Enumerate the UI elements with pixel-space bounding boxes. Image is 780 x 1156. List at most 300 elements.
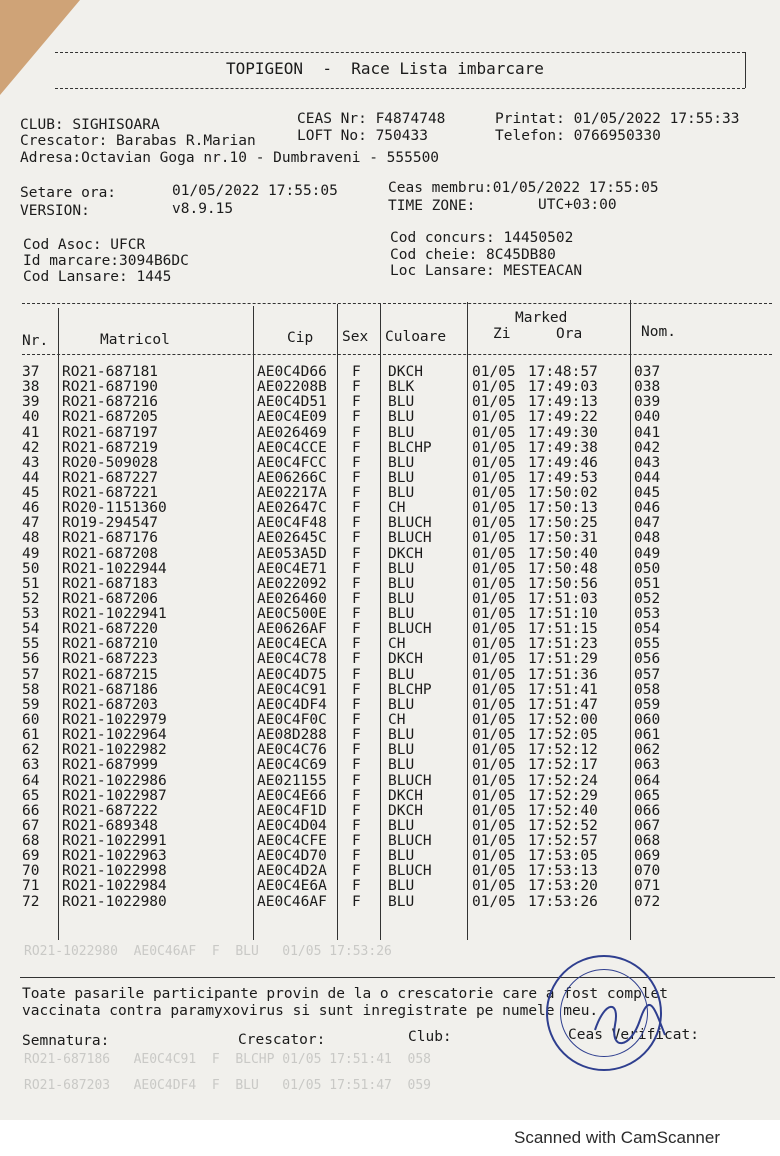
row-ora: 17:53:13 (528, 863, 598, 880)
row-culoare: BLU (388, 727, 415, 744)
row-ora: 17:53:05 (528, 848, 598, 865)
row-culoare: DKCH (388, 651, 423, 668)
row-cip: AE02645C (257, 530, 327, 547)
row-ora: 17:52:24 (528, 772, 598, 789)
row-cip: AE08D288 (257, 727, 327, 744)
column-divider (58, 308, 59, 940)
member-clock-time: Ceas membru:01/05/2022 17:55:05 (388, 180, 659, 196)
row-ora: 17:50:02 (528, 485, 598, 502)
row-nom: 069 (634, 848, 661, 865)
row-cip: AE0C4D66 (257, 364, 327, 380)
row-nr: 37 (22, 364, 40, 380)
row-sex: F (352, 575, 361, 592)
row-culoare: CH (388, 711, 406, 728)
document-title: TOPIGEON - Race Lista imbarcare (226, 59, 544, 78)
row-cip: AE02208B (257, 379, 327, 396)
row-sex: F (352, 364, 361, 380)
row-cip: AE0C4F48 (257, 515, 327, 532)
row-zi: 01/05 (472, 621, 516, 638)
row-zi: 01/05 (472, 727, 516, 744)
row-cip: AE0C4CFE (257, 833, 327, 850)
row-zi: 01/05 (472, 863, 516, 880)
row-matricol: RO21-687203 (62, 696, 159, 713)
row-zi: 01/05 (472, 515, 516, 532)
row-culoare: BLU (388, 560, 415, 577)
row-nr: 44 (22, 469, 40, 486)
row-ora: 17:53:26 (528, 893, 598, 910)
scanner-watermark-bar (0, 1120, 780, 1156)
row-sex: F (352, 530, 361, 547)
row-sex: F (352, 696, 361, 713)
row-sex: F (352, 590, 361, 607)
row-matricol: RO21-1022979 (62, 711, 167, 728)
row-sex: F (352, 727, 361, 744)
set-time-label: Setare ora: (20, 185, 117, 201)
row-sex: F (352, 515, 361, 532)
row-ora: 17:51:03 (528, 590, 598, 607)
release-location: Loc Lansare: MESTEACAN (390, 263, 583, 279)
row-cip: AE0626AF (257, 621, 327, 638)
declaration-line-1: Toate pasarile participante provin de la o crescatorie care a fost complet (22, 986, 669, 1002)
row-sex: F (352, 409, 361, 426)
row-nom: 053 (634, 606, 661, 623)
breeder-name: Crescator: Barabas R.Marian (20, 133, 256, 149)
row-zi: 01/05 (472, 439, 516, 456)
row-nom: 051 (634, 575, 661, 592)
row-sex: F (352, 424, 361, 441)
row-cip: AE0C4F0C (257, 711, 327, 728)
row-nom: 064 (634, 772, 661, 789)
row-matricol: RO21-687219 (62, 439, 159, 456)
row-nom: 042 (634, 439, 661, 456)
row-matricol: RO21-1022963 (62, 848, 167, 865)
row-zi: 01/05 (472, 500, 516, 517)
row-nr: 39 (22, 394, 40, 411)
row-zi: 01/05 (472, 802, 516, 819)
row-ora: 17:52:40 (528, 802, 598, 819)
row-matricol: RO21-687208 (62, 545, 159, 562)
row-zi: 01/05 (472, 409, 516, 426)
row-ora: 17:52:57 (528, 833, 598, 850)
row-matricol: RO19-294547 (62, 515, 159, 532)
row-sex: F (352, 787, 361, 804)
header-cip: Cip (287, 330, 314, 346)
row-zi: 01/05 (472, 590, 516, 607)
row-zi: 01/05 (472, 469, 516, 486)
row-matricol: RO21-1022964 (62, 727, 167, 744)
row-sex: F (352, 681, 361, 698)
row-ora: 17:49:38 (528, 439, 598, 456)
row-zi: 01/05 (472, 575, 516, 592)
row-matricol: RO21-687176 (62, 530, 159, 547)
row-sex: F (352, 439, 361, 456)
row-cip: AE0C4D2A (257, 863, 327, 880)
row-zi: 01/05 (472, 379, 516, 396)
row-cip: AE0C4D04 (257, 817, 327, 834)
row-nr: 40 (22, 409, 40, 426)
row-nr: 64 (22, 772, 40, 789)
scanner-watermark: Scanned with CamScanner (514, 1128, 721, 1147)
row-cip: AE0C4ECA (257, 636, 327, 653)
row-nr: 68 (22, 833, 40, 850)
title-box-edge (745, 52, 746, 88)
row-matricol: RO21-687221 (62, 485, 159, 502)
row-matricol: RO21-1022991 (62, 833, 167, 850)
row-zi: 01/05 (472, 530, 516, 547)
row-cip: AE0C4D51 (257, 394, 327, 411)
row-sex: F (352, 666, 361, 683)
row-ora: 17:51:36 (528, 666, 598, 683)
row-zi: 01/05 (472, 364, 516, 380)
row-sex: F (352, 863, 361, 880)
header-nom: Nom. (641, 324, 676, 340)
row-sex: F (352, 454, 361, 471)
row-sex: F (352, 742, 361, 759)
row-ora: 17:51:41 (528, 681, 598, 698)
row-cip: AE026469 (257, 424, 327, 441)
row-culoare: BLU (388, 575, 415, 592)
row-ora: 17:51:23 (528, 636, 598, 653)
row-matricol: RO21-1022941 (62, 606, 167, 623)
row-zi: 01/05 (472, 394, 516, 411)
row-matricol: RO21-689348 (62, 817, 159, 834)
row-nom: 048 (634, 530, 661, 547)
row-matricol: RO21-687190 (62, 379, 159, 396)
row-matricol: RO20-1151360 (62, 500, 167, 517)
row-culoare: BLCHP (388, 439, 432, 456)
row-ora: 17:50:56 (528, 575, 598, 592)
row-ora: 17:50:48 (528, 560, 598, 577)
row-culoare: BLU (388, 696, 415, 713)
row-nr: 71 (22, 878, 40, 895)
version-value: v8.9.15 (172, 201, 234, 217)
row-nr: 59 (22, 696, 40, 713)
loft-number: LOFT No: 750433 (297, 128, 428, 144)
row-ora: 17:49:53 (528, 469, 598, 486)
row-matricol: RO21-1022944 (62, 560, 167, 577)
club-signature-label: Club: (408, 1029, 452, 1045)
row-sex: F (352, 833, 361, 850)
row-cip: AE0C500E (257, 606, 327, 623)
row-culoare: CH (388, 636, 406, 653)
row-nr: 43 (22, 454, 40, 471)
row-nr: 72 (22, 893, 40, 910)
row-culoare: CH (388, 500, 406, 517)
row-zi: 01/05 (472, 681, 516, 698)
row-matricol: RO21-687205 (62, 409, 159, 426)
row-ora: 17:51:10 (528, 606, 598, 623)
header-matricol: Matricol (100, 332, 170, 348)
row-sex: F (352, 545, 361, 562)
row-culoare: BLUCH (388, 833, 432, 850)
row-cip: AE02647C (257, 500, 327, 517)
column-divider (337, 304, 338, 940)
row-culoare: BLU (388, 848, 415, 865)
row-ora: 17:52:52 (528, 817, 598, 834)
row-nom: 065 (634, 787, 661, 804)
row-culoare: DKCH (388, 802, 423, 819)
row-cip: AE0C4C91 (257, 681, 327, 698)
breeder-signature-label: Crescator: (238, 1032, 326, 1048)
row-nom: 040 (634, 409, 661, 426)
row-zi: 01/05 (472, 848, 516, 865)
row-ora: 17:52:12 (528, 742, 598, 759)
column-divider (630, 300, 631, 940)
row-matricol: RO21-687220 (62, 621, 159, 638)
row-nom: 072 (634, 893, 661, 910)
declaration-rule (20, 977, 775, 978)
row-nr: 53 (22, 606, 40, 623)
row-nr: 52 (22, 590, 40, 607)
row-zi: 01/05 (472, 485, 516, 502)
row-ora: 17:50:40 (528, 545, 598, 562)
row-sex: F (352, 802, 361, 819)
row-zi: 01/05 (472, 787, 516, 804)
time-zone-value: UTC+03:00 (538, 197, 617, 213)
breeder-address: Adresa:Octavian Goga nr.10 - Dumbraveni - 555500 (20, 150, 440, 166)
row-zi: 01/05 (472, 757, 516, 774)
row-matricol: RO21-1022986 (62, 772, 167, 789)
row-cip: AE0C46AF (257, 893, 327, 910)
row-zi: 01/05 (472, 696, 516, 713)
row-nom: 054 (634, 621, 661, 638)
row-nom: 071 (634, 878, 661, 895)
row-culoare: BLCHP (388, 681, 432, 698)
bleed-through-text: RO21-687186 AE0C4C91 F BLCHP 01/05 17:51:41 058 (24, 1052, 431, 1067)
row-sex: F (352, 485, 361, 502)
version-label: VERSION: (20, 203, 90, 219)
row-nr: 38 (22, 379, 40, 396)
row-nr: 54 (22, 621, 40, 638)
row-cip: AE0C4D70 (257, 848, 327, 865)
row-matricol: RO21-687181 (62, 364, 159, 380)
row-nom: 059 (634, 696, 661, 713)
row-matricol: RO21-687186 (62, 681, 159, 698)
row-nr: 42 (22, 439, 40, 456)
row-nom: 067 (634, 817, 661, 834)
table-header-rule (22, 354, 772, 355)
row-matricol: RO21-687223 (62, 651, 159, 668)
row-matricol: RO21-687215 (62, 666, 159, 683)
marking-id: Id marcare:3094B6DC (23, 253, 189, 269)
row-cip: AE0C4CCE (257, 439, 327, 456)
row-culoare: BLU (388, 469, 415, 486)
row-culoare: BLU (388, 454, 415, 471)
row-matricol: RO21-1022982 (62, 742, 167, 759)
row-nr: 49 (22, 545, 40, 562)
row-nom: 066 (634, 802, 661, 819)
set-time-value: 01/05/2022 17:55:05 (172, 183, 338, 199)
row-sex: F (352, 636, 361, 653)
clock-number: CEAS Nr: F4874748 (297, 111, 446, 127)
row-cip: AE053A5D (257, 545, 327, 562)
row-ora: 17:53:20 (528, 878, 598, 895)
row-cip: AE0C4FCC (257, 454, 327, 471)
row-nom: 056 (634, 651, 661, 668)
handwritten-signature (585, 990, 675, 1060)
release-code: Cod Lansare: 1445 (23, 269, 172, 285)
header-sex: Sex (342, 329, 369, 345)
row-cip: AE0C4E09 (257, 409, 327, 426)
row-sex: F (352, 651, 361, 668)
row-nr: 57 (22, 666, 40, 683)
row-nr: 58 (22, 681, 40, 698)
declaration-line-2: vaccinata contra paramyxovirus si sunt inregistrate pe numele meu. (22, 1003, 599, 1019)
clock-verified-label: Ceas Verificat: (568, 1027, 699, 1043)
column-divider (253, 306, 254, 940)
row-nom: 039 (634, 394, 661, 411)
row-matricol: RO21-687183 (62, 575, 159, 592)
row-nom: 060 (634, 711, 661, 728)
row-ora: 17:51:47 (528, 696, 598, 713)
row-matricol: RO20-509028 (62, 454, 159, 471)
phone-number: Telefon: 0766950330 (495, 128, 661, 144)
row-nom: 055 (634, 636, 661, 653)
time-zone-label: TIME ZONE: (388, 198, 476, 214)
row-nom: 038 (634, 379, 661, 396)
row-matricol: RO21-687222 (62, 802, 159, 819)
row-nr: 67 (22, 817, 40, 834)
row-ora: 17:52:05 (528, 727, 598, 744)
row-zi: 01/05 (472, 893, 516, 910)
row-culoare: BLU (388, 394, 415, 411)
row-ora: 17:50:31 (528, 530, 598, 547)
header-nr: Nr. (22, 333, 49, 349)
row-culoare: BLU (388, 878, 415, 895)
row-ora: 17:49:03 (528, 379, 598, 396)
row-culoare: BLUCH (388, 772, 432, 789)
row-nr: 48 (22, 530, 40, 547)
row-nr: 70 (22, 863, 40, 880)
row-nom: 063 (634, 757, 661, 774)
row-sex: F (352, 757, 361, 774)
table-top-rule (22, 303, 772, 304)
row-zi: 01/05 (472, 651, 516, 668)
row-culoare: DKCH (388, 545, 423, 562)
row-culoare: BLU (388, 817, 415, 834)
header-ora: Ora (556, 326, 583, 342)
row-nr: 41 (22, 424, 40, 441)
row-matricol: RO21-1022987 (62, 787, 167, 804)
row-nom: 044 (634, 469, 661, 486)
row-ora: 17:50:13 (528, 500, 598, 517)
row-nr: 50 (22, 560, 40, 577)
row-nr: 51 (22, 575, 40, 592)
row-matricol: RO21-687999 (62, 757, 159, 774)
row-culoare: BLUCH (388, 621, 432, 638)
row-culoare: BLU (388, 485, 415, 502)
row-cip: AE0C4E66 (257, 787, 327, 804)
column-divider (467, 302, 468, 940)
row-cip: AE0C4DF4 (257, 696, 327, 713)
column-divider (380, 304, 381, 940)
row-ora: 17:52:00 (528, 711, 598, 728)
row-nr: 56 (22, 651, 40, 668)
row-nom: 068 (634, 833, 661, 850)
row-sex: F (352, 560, 361, 577)
row-culoare: DKCH (388, 364, 423, 380)
row-matricol: RO21-1022980 (62, 893, 167, 910)
row-zi: 01/05 (472, 711, 516, 728)
row-culoare: BLUCH (388, 530, 432, 547)
row-matricol: RO21-687227 (62, 469, 159, 486)
printed-at: Printat: 01/05/2022 17:55:33 (495, 111, 740, 127)
header-culoare: Culoare (385, 329, 447, 345)
row-ora: 17:49:22 (528, 409, 598, 426)
row-sex: F (352, 878, 361, 895)
row-nom: 070 (634, 863, 661, 880)
row-nr: 66 (22, 802, 40, 819)
row-zi: 01/05 (472, 772, 516, 789)
title-bottom-rule (55, 88, 745, 89)
row-zi: 01/05 (472, 454, 516, 471)
row-sex: F (352, 817, 361, 834)
row-cip: AE0C4E71 (257, 560, 327, 577)
row-zi: 01/05 (472, 817, 516, 834)
row-ora: 17:49:46 (528, 454, 598, 471)
row-cip: AE0C4C76 (257, 742, 327, 759)
row-culoare: DKCH (388, 787, 423, 804)
row-nom: 046 (634, 500, 661, 517)
row-sex: F (352, 848, 361, 865)
row-cip: AE022092 (257, 575, 327, 592)
row-cip: AE0C4C78 (257, 651, 327, 668)
row-culoare: BLU (388, 606, 415, 623)
row-ora: 17:52:29 (528, 787, 598, 804)
row-zi: 01/05 (472, 636, 516, 653)
bleed-through-text: RO21-1022980 AE0C46AF F BLU 01/05 17:53:26 (24, 944, 392, 959)
row-nr: 63 (22, 757, 40, 774)
row-nom: 045 (634, 485, 661, 502)
row-cip: AE0C4F1D (257, 802, 327, 819)
club-name: CLUB: SIGHISOARA (20, 117, 160, 133)
row-culoare: BLK (388, 379, 415, 396)
association-code: Cod Asoc: UFCR (23, 237, 146, 253)
row-zi: 01/05 (472, 666, 516, 683)
row-sex: F (352, 469, 361, 486)
row-nom: 037 (634, 364, 661, 380)
row-nom: 050 (634, 560, 661, 577)
row-zi: 01/05 (472, 606, 516, 623)
row-nom: 043 (634, 454, 661, 471)
row-cip: AE026460 (257, 590, 327, 607)
row-ora: 17:50:25 (528, 515, 598, 532)
row-cip: AE0C4C69 (257, 757, 327, 774)
row-sex: F (352, 621, 361, 638)
row-zi: 01/05 (472, 560, 516, 577)
row-nom: 061 (634, 727, 661, 744)
row-ora: 17:49:30 (528, 424, 598, 441)
row-nom: 058 (634, 681, 661, 698)
row-nr: 62 (22, 742, 40, 759)
row-nom: 047 (634, 515, 661, 532)
row-zi: 01/05 (472, 545, 516, 562)
row-culoare: BLU (388, 757, 415, 774)
row-sex: F (352, 772, 361, 789)
row-zi: 01/05 (472, 878, 516, 895)
row-cip: AE0C4E6A (257, 878, 327, 895)
row-sex: F (352, 500, 361, 517)
row-nom: 057 (634, 666, 661, 683)
row-culoare: BLU (388, 409, 415, 426)
row-sex: F (352, 893, 361, 910)
signature-label: Semnatura: (22, 1033, 110, 1049)
row-zi: 01/05 (472, 424, 516, 441)
header-marked: Marked (515, 310, 568, 326)
header-zi: Zi (493, 326, 511, 342)
row-sex: F (352, 711, 361, 728)
row-sex: F (352, 606, 361, 623)
